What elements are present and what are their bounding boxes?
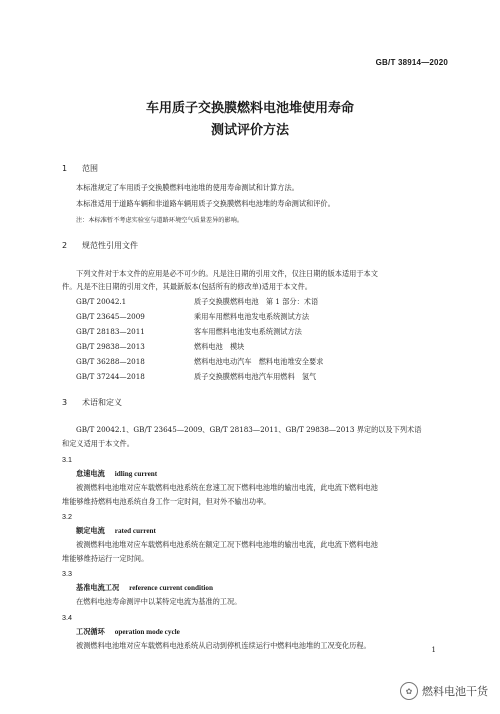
term-english: reference current condition [129, 584, 213, 592]
term-chinese: 怠速电流 [76, 469, 105, 478]
term-chinese: 额定电流 [76, 526, 105, 535]
term-definition-line1: 被测燃料电池堆对应车载燃料电池系统从启动到停机连续运行中燃料电池堆的工况变化历程。 [76, 641, 371, 650]
section1-paragraph1: 本标准规定了车用质子交换膜燃料电池堆的使用寿命测试和计算方法。 [76, 183, 299, 192]
reference-row [76, 312, 309, 322]
section3-heading [62, 397, 122, 408]
standard-code: GB/T 38914—2020 [375, 58, 448, 67]
section1-paragraph2: 本标准适用于道路车辆和非道路车辆用质子交换膜燃料电池堆的寿命测试和评价。 [76, 199, 335, 208]
reference-title: 质子交换膜燃料电池 第 1 部分：术语 [194, 297, 319, 306]
reference-code: GB/T 28183—2011 [76, 327, 145, 336]
term-number: 3.4 [62, 613, 72, 622]
document-title-line1: 车用质子交换膜燃料电池堆使用寿命 [145, 101, 354, 116]
term-heading [76, 526, 156, 536]
reference-title: 乘用车用燃料电池发电系统测试方法 [194, 312, 310, 321]
term-english: idling current [114, 470, 158, 478]
term-chinese: 工况循环 [76, 627, 105, 636]
reference-title: 燃料电池 模块 [194, 342, 245, 351]
section2-paragraph-line2: 件。凡是不注日期的引用文件，其最新版本(包括所有的修改单)适用于本文件。 [62, 282, 312, 291]
term-heading [76, 583, 213, 593]
term-number: 3.2 [62, 512, 72, 521]
term-english: rated current [114, 527, 156, 535]
section2-heading [62, 240, 138, 251]
section3-intro-line1: GB/T 20042.1、GB/T 23645—2009、GB/T 28183—2011、GB/T 29838—2013 界定的以及下列术语 [76, 425, 422, 434]
section2-number: 2 [62, 241, 68, 250]
section1-title: 范围 [82, 164, 98, 173]
reference-code: GB/T 23645—2009 [76, 312, 145, 321]
wechat-icon: ✿ [400, 682, 418, 700]
reference-code: GB/T 29838—2013 [76, 342, 145, 351]
reference-row [76, 297, 318, 307]
section2-title: 规范性引用文件 [82, 241, 138, 250]
reference-row [76, 342, 244, 352]
term-definition-line1: 被测燃料电池堆对应车载燃料电池系统在怠速工况下燃料电池堆的输出电流，此电流下燃料电池 [76, 483, 378, 492]
reference-code: GB/T 20042.1 [76, 297, 127, 306]
term-english: operation mode cycle [114, 628, 180, 636]
term-heading [76, 627, 180, 637]
term-chinese: 基准电流工况 [76, 583, 120, 592]
section3-number: 3 [62, 398, 68, 407]
watermark-text: 燃料电池干货 [422, 685, 488, 698]
term-definition-line2: 堆能够维持运行一定时间。 [62, 554, 149, 563]
reference-code: GB/T 37244—2018 [76, 372, 145, 381]
term-definition-line2: 堆能够维持燃料电池系统自身工作一定时间，但对外不输出功率。 [62, 497, 271, 506]
term-heading [76, 469, 157, 479]
section3-intro-line2: 和定义适用于本文件。 [62, 439, 134, 448]
reference-code: GB/T 36288—2018 [76, 357, 145, 366]
term-number: 3.3 [62, 569, 72, 578]
document-title-line2: 测试评价方法 [210, 123, 289, 138]
term-definition-line1: 被测燃料电池堆对应车载燃料电池系统在额定工况下燃料电池堆的输出电流，此电流下燃料电池 [76, 540, 378, 549]
term-definition-line1: 在燃料电池寿命测评中以某特定电流为基准的工况。 [76, 597, 242, 606]
section1-note: 注：本标准暂不考虑实验室与道路环境空气质量差异的影响。 [76, 217, 244, 224]
reference-title: 客车用燃料电池发电系统测试方法 [194, 327, 302, 336]
page-number: 1 [431, 646, 436, 654]
reference-row [76, 327, 302, 337]
section1-number: 1 [62, 164, 68, 173]
reference-title: 质子交换膜燃料电池汽车用燃料 氢气 [194, 372, 317, 381]
section1-heading [62, 163, 98, 174]
section2-paragraph-line1: 下列文件对于本文件的应用是必不可少的。凡是注日期的引用文件，仅注日期的版本适用于本文 [76, 269, 378, 278]
term-number: 3.1 [62, 455, 72, 464]
reference-title: 燃料电池电动汽车 燃料电池堆安全要求 [194, 357, 324, 366]
reference-row [76, 357, 323, 367]
section3-title: 术语和定义 [82, 398, 122, 407]
watermark [400, 682, 488, 700]
reference-row [76, 372, 316, 382]
